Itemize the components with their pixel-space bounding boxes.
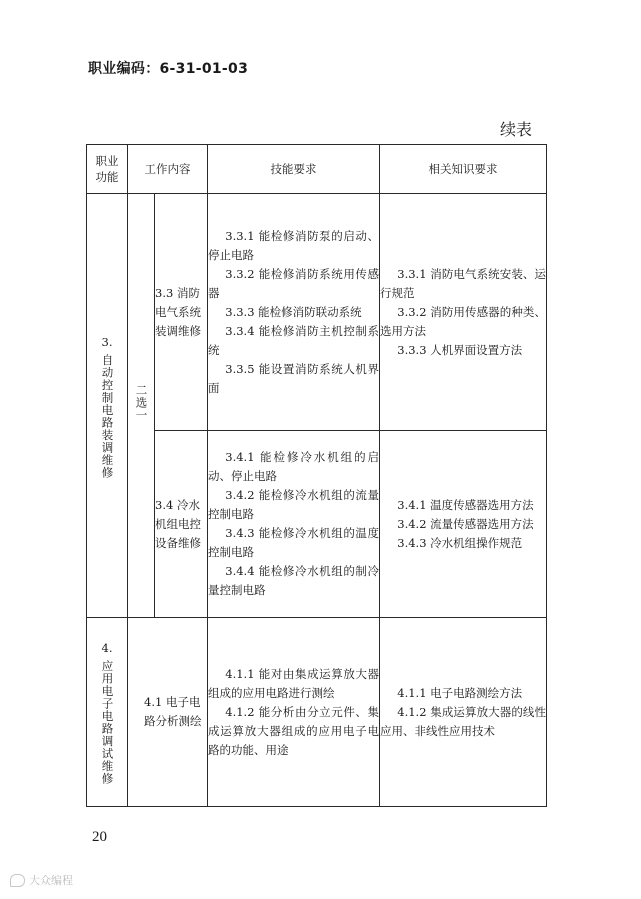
continued-label: 续表 — [500, 120, 533, 139]
function-3-title: 自动控制电路装调维修 — [100, 353, 115, 479]
function-3-number: 3. — [101, 334, 113, 349]
work-content-cell: 3.3 消防电气系统装调维修 — [155, 194, 208, 431]
function-4-title: 应用电子电路调试维修 — [100, 660, 115, 785]
knowledge-item: 4.1.2 集成运算放大器的线性应用、非线性应用技术 — [380, 704, 546, 738]
skill-item: 3.4.4 能检修冷水机组的制冷量控制电路 — [208, 564, 379, 597]
table-row — [87, 194, 547, 431]
knowledge-cell — [380, 431, 547, 618]
occupation-code: 职业编码：6-31-01-03 — [88, 61, 249, 77]
knowledge-item: 3.3.2 消防用传感器的种类、选用方法 — [380, 304, 546, 338]
skills-table — [86, 144, 547, 807]
knowledge-item: 3.4.3 冷水机组操作规范 — [397, 535, 523, 550]
work-content-cell: 3.4 冷水机组电控设备维修 — [155, 431, 208, 618]
skill-item: 4.1.1 能对由集成运算放大器组成的应用电路进行测绘 — [208, 666, 379, 700]
watermark-text: 大众编程 — [29, 874, 73, 887]
knowledge-item: 3.3.1 消防电气系统安装、运行规范 — [380, 266, 546, 300]
skill-item: 4.1.2 能分析由分立元件、集成运算放大器组成的应用电子电路的功能、用途 — [208, 704, 379, 757]
chat-bubble-icon — [10, 874, 25, 887]
skill-item: 3.3.1 能检修消防泵的启动、停止电路 — [208, 228, 379, 262]
table-header-row — [87, 145, 547, 194]
knowledge-item: 4.1.1 电子电路测绘方法 — [397, 685, 523, 700]
skill-item: 3.3.3 能检修消防联动系统 — [225, 304, 362, 319]
work-content-cell: 4.1 电子电路分析测绘 — [128, 618, 208, 807]
header-function: 职业功能 — [87, 145, 128, 194]
alternative-label: 二选一 — [134, 383, 149, 422]
knowledge-item: 3.4.2 流量传感器选用方法 — [397, 516, 534, 531]
function-4-number: 4. — [101, 641, 113, 655]
skills-cell — [208, 194, 380, 431]
skills-cell — [208, 618, 380, 807]
function-4-cell — [87, 618, 128, 807]
skills-cell — [208, 431, 380, 618]
header-skills: 技能要求 — [208, 145, 380, 194]
table-row — [87, 431, 547, 618]
knowledge-cell — [380, 618, 547, 807]
header-work: 工作内容 — [128, 145, 208, 194]
skill-item: 3.4.3 能检修冷水机组的温度控制电路 — [208, 526, 379, 559]
header-knowledge: 相关知识要求 — [380, 145, 547, 194]
watermark — [10, 872, 73, 888]
skill-item: 3.3.2 能检修消防系统用传感器 — [208, 266, 379, 300]
skill-item: 3.3.5 能设置消防系统人机界面 — [208, 361, 379, 395]
alternative-cell — [128, 194, 155, 618]
skill-item: 3.3.4 能检修消防主机控制系统 — [208, 323, 379, 357]
knowledge-cell — [380, 194, 547, 431]
knowledge-item: 3.4.1 温度传感器选用方法 — [397, 497, 534, 512]
skill-item: 3.4.2 能检修冷水机组的流量控制电路 — [208, 488, 379, 521]
skill-item: 3.4.1 能检修冷水机组的启动、停止电路 — [208, 450, 379, 483]
knowledge-item: 3.3.3 人机界面设置方法 — [397, 342, 523, 357]
table-row — [87, 618, 547, 807]
page-number: 20 — [92, 829, 107, 845]
function-3-cell — [87, 194, 128, 618]
